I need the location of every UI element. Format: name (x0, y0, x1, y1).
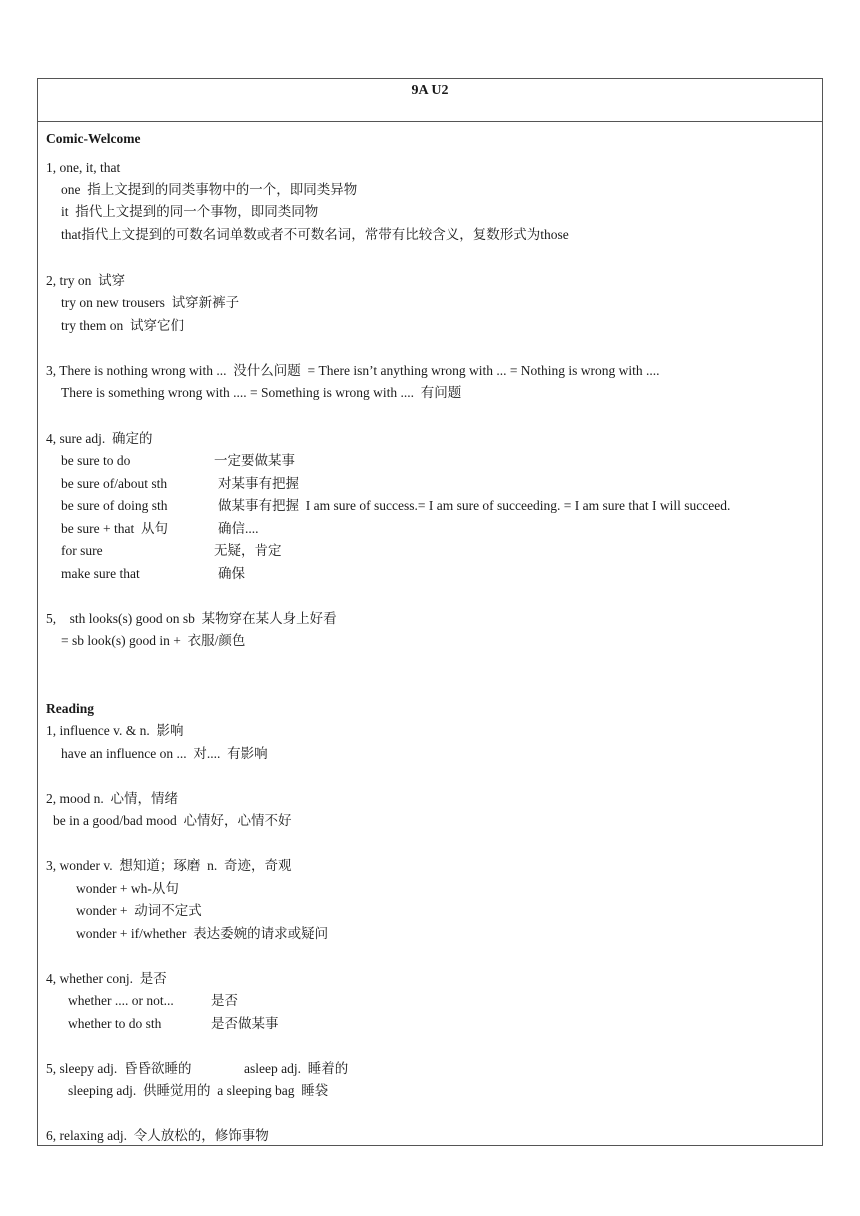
note-line: try them on 试穿它们 (61, 318, 184, 333)
note-line: be sure to do (61, 453, 131, 468)
section-heading-reading: Reading (46, 701, 95, 716)
note-line: be sure + that 从句 (61, 521, 168, 536)
note-line: whether to do sth (68, 1016, 162, 1031)
note-line: 2, mood n. 心情，情绪 (46, 791, 179, 806)
note-line: 确信.... (218, 521, 259, 536)
note-line: 无疑，肯定 (214, 543, 282, 558)
note-line: 6, relaxing adj. 令人放松的，修饰事物 (46, 1128, 269, 1143)
note-line: 4, sure adj. 确定的 (46, 431, 153, 446)
note-line: wonder + wh-从句 (76, 881, 179, 896)
note-line: be sure of/about sth (61, 476, 168, 491)
note-line: 5, sleepy adj. 昏昏欲睡的 (46, 1061, 192, 1076)
note-line: one 指上文提到的同类事物中的一个，即同类异物 (61, 182, 358, 197)
note-line: whether .... or not... (68, 993, 174, 1008)
note-line: 确保 (218, 566, 245, 581)
note-line: 做某事有把握 I am sure of success.= I am sure of succeeding. = I am sure that I will succeed. (218, 498, 731, 513)
note-line: 一定要做某事 (214, 453, 295, 468)
note-line: for sure (61, 543, 103, 558)
note-line: 4, whether conj. 是否 (46, 971, 167, 986)
note-line: try on new trousers 试穿新裤子 (61, 295, 240, 310)
note-line: that指代上文提到的可数名词单数或者不可数名词，常带有比较含义，复数形式为those (61, 227, 569, 242)
note-line: 是否做某事 (211, 1016, 279, 1031)
note-line: wonder + if/whether 表达委婉的请求或疑问 (76, 926, 329, 941)
note-line: sleeping adj. 供睡觉用的 a sleeping bag 睡袋 (68, 1083, 329, 1098)
note-line: make sure that (61, 566, 140, 581)
note-line: There is something wrong with .... = Something is wrong with .... 有问题 (61, 385, 462, 400)
note-line: 1, influence v. & n. 影响 (46, 723, 184, 738)
note-line: 是否 (211, 993, 238, 1008)
note-line: have an influence on ... 对.... 有影响 (61, 746, 268, 761)
doc-title: 9A U2 (38, 79, 822, 122)
note-line: 3, There is nothing wrong with ... 没什么问题 = There isn’t anything wrong with ... = Nothing is wrong with .... (46, 363, 660, 378)
note-line: be sure of doing sth (61, 498, 168, 513)
note-line: 对某事有把握 (218, 476, 299, 491)
note-line: = sb look(s) good in + 衣服/颜色 (61, 633, 246, 648)
note-line: wonder + 动词不定式 (76, 903, 202, 918)
note-line: 3, wonder v. 想知道；琢磨 n. 奇迹，奇观 (46, 858, 292, 873)
note-line: be in a good/bad mood 心情好，心情不好 (53, 813, 292, 828)
note-line: asleep adj. 睡着的 (244, 1061, 349, 1076)
note-line: it 指代上文提到的同一个事物，即同类同物 (61, 204, 319, 219)
note-line: 5, sth looks(s) good on sb 某物穿在某人身上好看 (46, 611, 337, 626)
note-line: 2, try on 试穿 (46, 273, 126, 288)
note-line: 1, one, it, that (46, 160, 121, 175)
notes-table (37, 78, 823, 1146)
section-heading-comic: Comic-Welcome (46, 131, 141, 146)
